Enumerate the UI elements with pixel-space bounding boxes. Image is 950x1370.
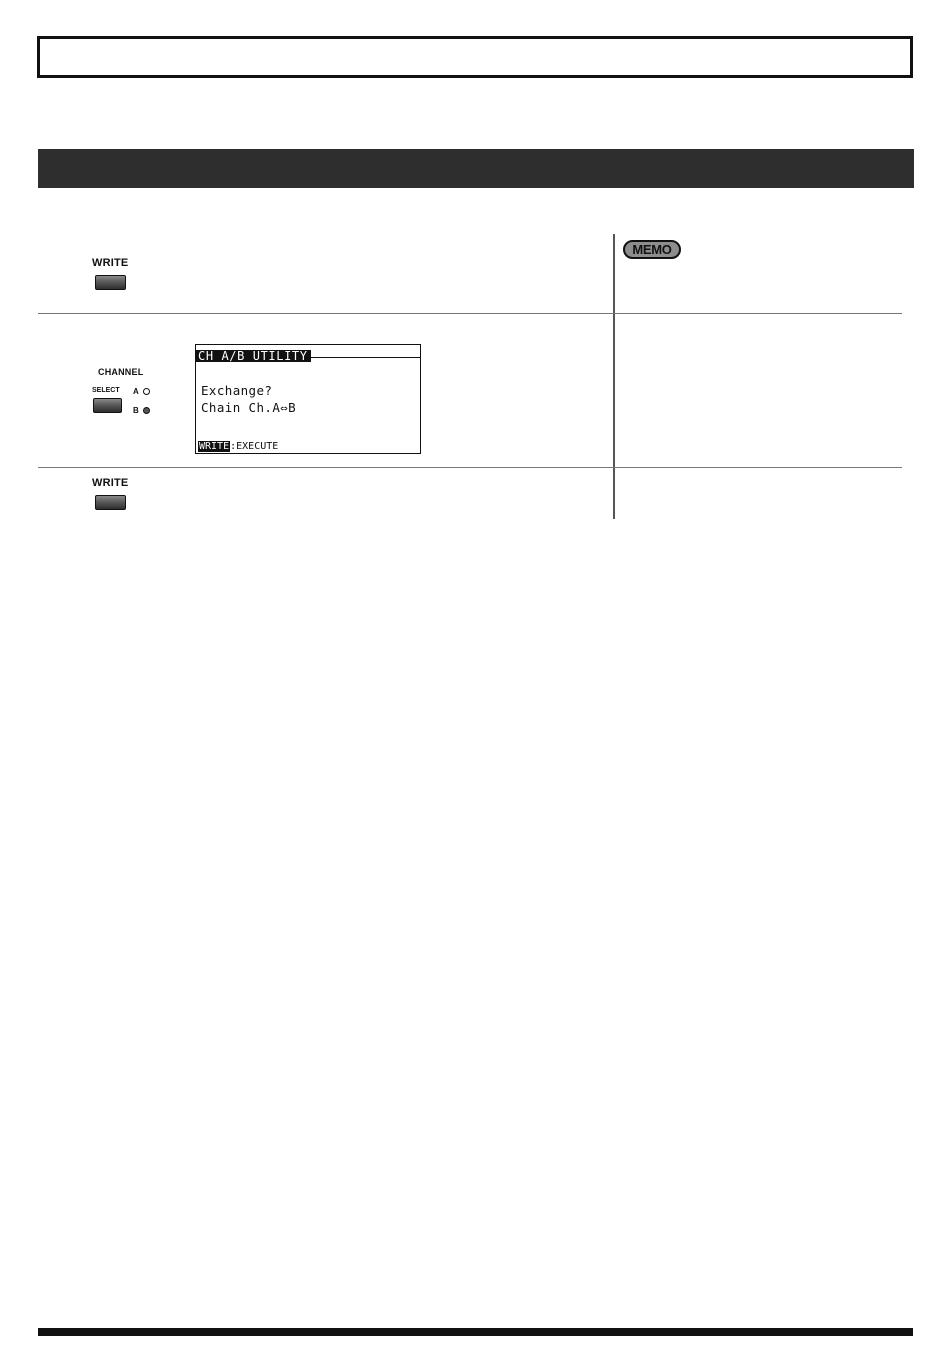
lcd-footer (198, 442, 278, 452)
lcd-line-1: Exchange? (201, 383, 273, 398)
page-footer-bar (38, 1328, 913, 1336)
section-title-bar (38, 149, 914, 188)
led-a-label: A (133, 387, 139, 396)
step-divider-2 (38, 467, 902, 468)
lcd-footer-text: :EXECUTE (230, 441, 279, 452)
lcd-title: CH A/B UTILITY (196, 350, 311, 362)
select-label: SELECT (92, 387, 120, 394)
column-divider (613, 234, 615, 519)
lcd-title-row (196, 345, 420, 363)
page-header-box (37, 36, 913, 78)
write-button-label: WRITE (92, 257, 129, 269)
memo-label: MEMO (632, 242, 672, 257)
channel-label: CHANNEL (98, 367, 144, 377)
channel-a-led-icon (143, 388, 150, 395)
lcd-line-2: Chain Ch.A⇔B (201, 400, 297, 415)
write-button-2[interactable] (95, 495, 126, 510)
channel-b-led-icon (143, 407, 150, 414)
memo-icon (623, 240, 681, 259)
step-divider-1 (38, 313, 902, 314)
led-b-label: B (133, 406, 139, 415)
lcd-footer-key: WRITE (199, 441, 230, 452)
write-button[interactable] (95, 275, 126, 290)
write-button-label-2: WRITE (92, 477, 129, 489)
channel-select-button[interactable] (93, 398, 122, 413)
lcd-display (195, 344, 421, 454)
